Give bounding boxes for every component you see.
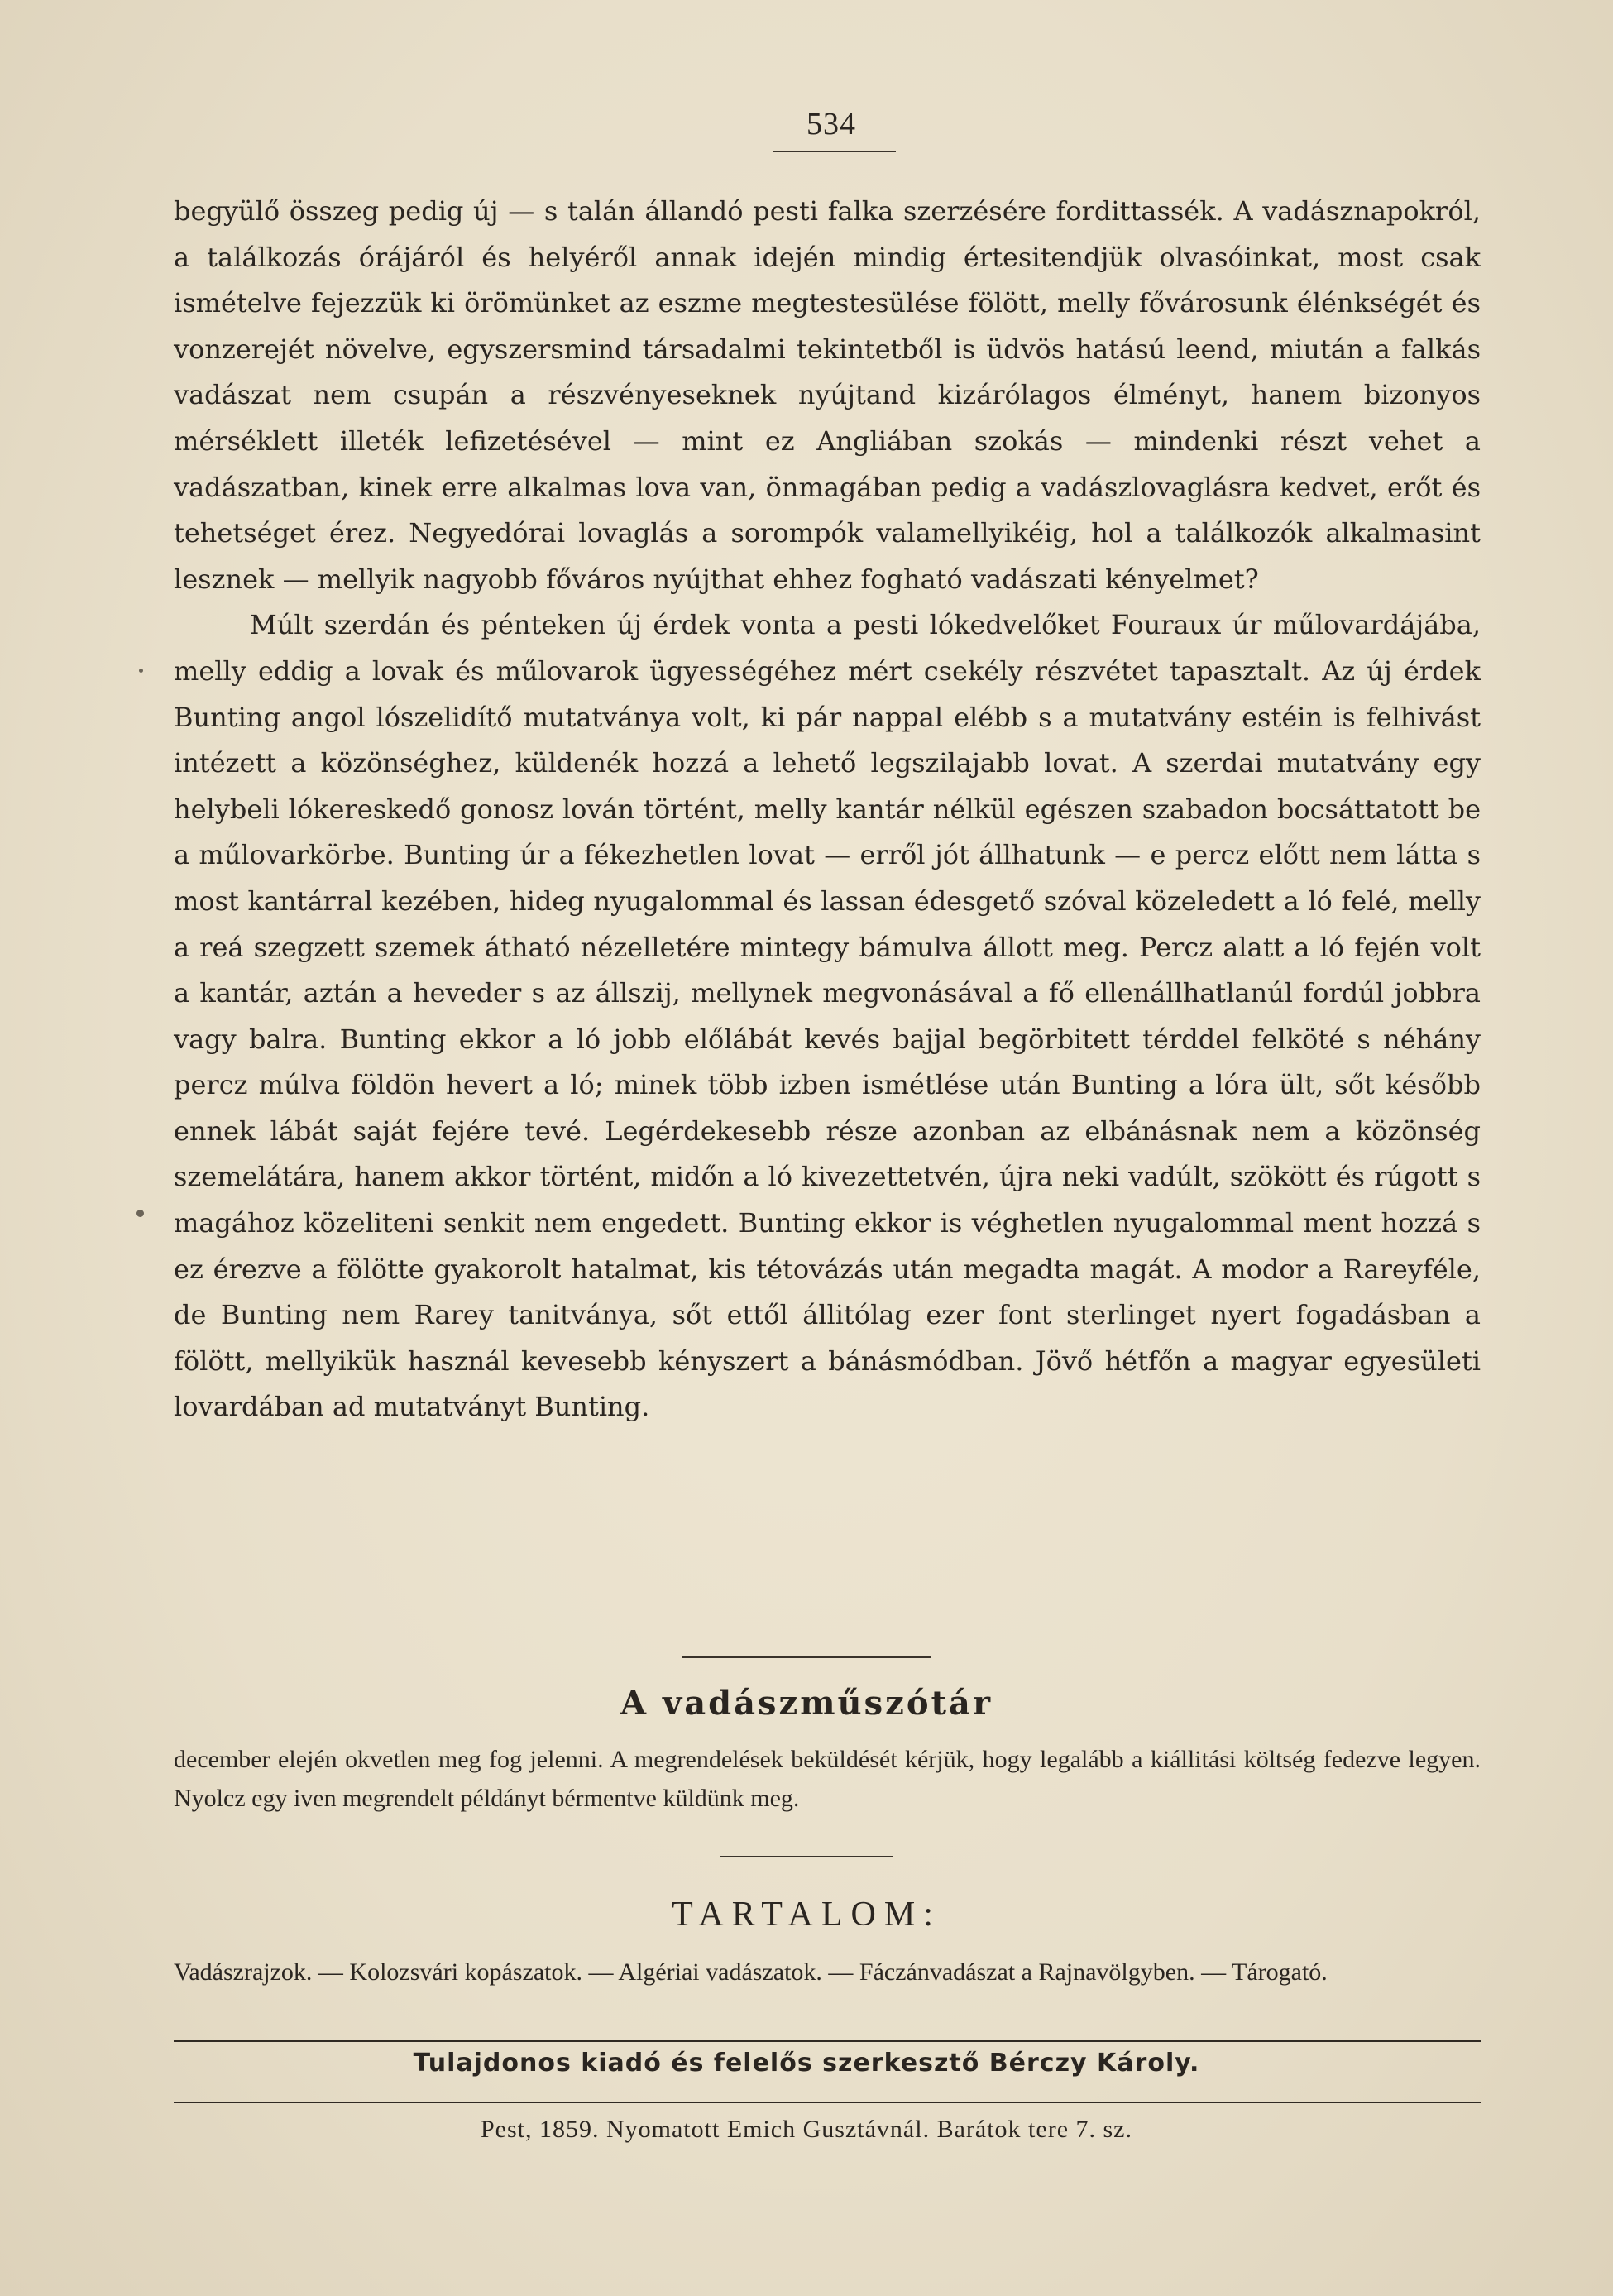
article-paragraph-1: begyülő összeg pedig új — s talán állandó pesti falka szerzésére fordittassék. A vadásznapokról, a találkozás órájáról és helyéről annak idején mindig értesitendjük olvasóinkat, most csak ismételve fejezzük ki örömünket az eszme megtestesülése fölött, melly fővárosunk élénkségét és vonzerejét növelve, egyszersmind társadalmi tekintetből is üdvös hatású leend, miután a falkás vadászat nem csupán a részvényeseknek nyújtand kizárólagos élményt, hanem bizonyos mérséklett illeték lefizetésével — mint ez Angliában szokás — mindenki részt vehet a vadászatban, kinek erre alkalmas lova van, önmagában pedig a vadászlovaglásra kedvet, erőt és tehetséget érez. Negyedórai lovaglás a sorompók valamellyikéig, hol a találkozók alkalmasint lesznek — mellyik nagyobb főváros nyújthat ehhez fogható vadászati kényelmet? [174,195,1481,595]
publisher-line: Tulajdonos kiadó és felelős szerkesztő Bérczy Károly. [413,2049,1200,2078]
section-title: A vadászműszótár [620,1684,993,1723]
contents-heading: TARTALOM: [672,1896,941,1934]
notice-divider [720,1856,893,1857]
ink-speck [139,669,143,673]
page-number-rule [773,151,896,152]
page-number: 534 [806,107,856,141]
imprint-line: Pest, 1859. Nyomatott Emich Gusztávnál. Barátok tere 7. sz. [480,2116,1132,2143]
article-body [174,189,1481,1431]
publisher-rule-top [174,2040,1481,2042]
section-divider [682,1656,931,1658]
contents-list: Vadászrajzok. — Kolozsvári kopászatok. — Algériai vadászatok. — Fáczánvadászat a Rajnavölgyben. — Tárogató. [174,1958,1328,1986]
dictionary-notice: december elején okvetlen meg fog jelenni. A megrendelések beküldését kérjük, hogy legalább a kiállitási költség fedezve legyen. Nyolcz egy iven megrendelt példányt bérmentve küldünk meg. [174,1746,1481,1812]
article-paragraph-2: Múlt szerdán és pénteken új érdek vonta a pesti lókedvelőket Fouraux úr műlovardájába, melly eddig a lovak és műlovarok ügyességéhez mért csekély részvétet tapasztalt. Az új érdek Bunting angol lószelidítő mutatványa volt, ki pár nappal elébb s a mutatvány estéin is felhivást intézett a közönséghez, küldenék hozzá a lehető legszilajabb lovat. A szerdai mutatvány egy helybeli lókereskedő gonosz lován történt, melly kantár nélkül egészen szabadon bocsáttatott be a műlovarkörbe. Bunting úr a fékezhetlen lovat — erről jót állhatunk — e percz előtt nem látta s most kantárral kezében, hideg nyugalommal és lassan édesgető szóval közeledett a ló felé, melly a reá szegzett szemek átható nézelletére mintegy bámulva állott meg. Percz alatt a ló fején volt a kantár, aztán a heveder s az állszij, mellynek megvonásával a fő ellenállhatlanúl fordúl jobbra vagy balra. Bunting ekkor a ló jobb előlábát kevés bajjal begörbitett térddel felköté s néhány percz múlva földön hevert a ló; minek több izben ismétlése után Bunting a lóra ült, sőt később ennek lábát saját fejére tevé. Legérdekesebb része azonban az elbánásnak nem a közönség szemelátára, hanem akkor történt, midőn a ló kivezettetvén, újra neki vadúlt, szökött és rúgott s magához közeliteni senkit nem engedett. Bunting ekkor is véghetlen nyugalommal ment hozzá s ez érezve a fölötte gyakorolt hatalmat, kis tétovázás után megadta magát. A modor a Rareyféle, de Bunting nem Rarey tanitványa, sőt ettől állitólag ezer font sterlinget nyert fogadásban a fölött, mellyikük használ kevesebb kényszert a bánásmódban. Jövő hétfőn a magyar egyesületi lovardában ad mutatványt Bunting. [174,609,1481,1423]
ink-speck [136,1210,144,1217]
publisher-rule-bottom [174,2102,1481,2103]
